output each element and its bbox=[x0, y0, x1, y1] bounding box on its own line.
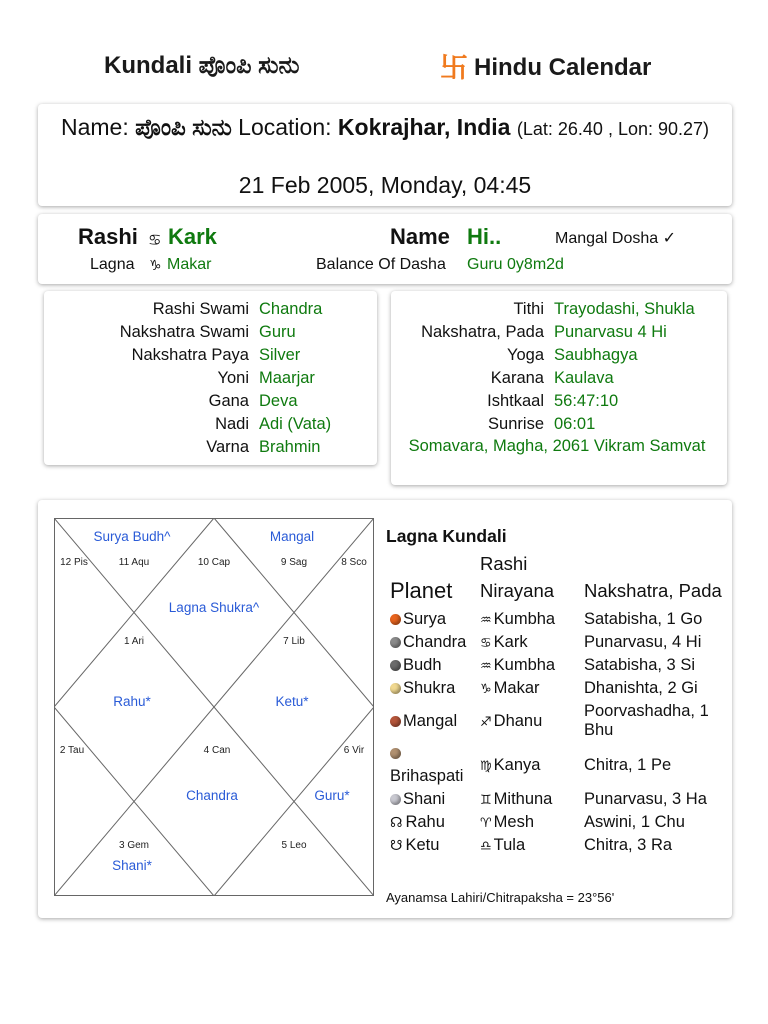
planet-cell bbox=[388, 811, 478, 834]
house-planets: Rahu* bbox=[113, 694, 151, 709]
planet-row bbox=[388, 654, 732, 677]
house-label: 7 Lib bbox=[283, 636, 305, 647]
name-syllable-label: Name bbox=[390, 224, 450, 249]
planet-row bbox=[388, 631, 732, 654]
panchang-detail-key: Sunrise bbox=[488, 415, 544, 433]
rashi-cell bbox=[478, 631, 582, 654]
kundali-card bbox=[38, 500, 732, 918]
planet-row bbox=[388, 811, 732, 834]
swastika-icon: 卐 bbox=[440, 52, 469, 83]
rashi-sign-icon: ♐ bbox=[480, 713, 492, 729]
lagna-kundali-chart bbox=[54, 518, 374, 896]
house-label: 2 Tau bbox=[59, 745, 85, 756]
lagna-sign-icon: ♑ bbox=[149, 257, 162, 273]
house-planets: Ketu* bbox=[275, 694, 309, 709]
rashi-name: Mithuna bbox=[493, 790, 553, 808]
planet-name: Chandra bbox=[403, 633, 467, 651]
nakshatra-cell: Poorvashadha, 1 Bhu bbox=[584, 702, 709, 739]
rashi-detail-key: Yoni bbox=[217, 369, 249, 387]
rashi-detail-value: Brahmin bbox=[259, 438, 321, 456]
rashi-detail-key: Gana bbox=[208, 392, 249, 410]
planet-name: Shukra bbox=[403, 679, 456, 697]
rashi-sign-icon: ♒ bbox=[480, 612, 492, 627]
rashi-details-table bbox=[44, 298, 344, 459]
rashi-detail-key: Varna bbox=[206, 438, 249, 456]
dasha-value: Guru 0y8m2d bbox=[467, 256, 564, 273]
location-value: Kokrajhar, India bbox=[337, 114, 511, 140]
rashi-detail-key: Nakshatra Swami bbox=[119, 323, 249, 341]
house-planets: Chandra bbox=[186, 788, 238, 803]
rashi-detail-key: Nakshatra Paya bbox=[131, 346, 249, 364]
planet-name: Mangal bbox=[403, 711, 458, 730]
panchang-detail-value: 06:01 bbox=[554, 415, 596, 433]
rashi-details-card bbox=[44, 291, 377, 465]
house-label: 11 Aqu bbox=[118, 557, 150, 568]
mercury-icon bbox=[390, 660, 401, 671]
rashi-cell bbox=[478, 742, 582, 788]
panchang-detail-key: Tithi bbox=[513, 300, 544, 318]
panchang-detail-row bbox=[391, 298, 721, 321]
rashi-sign-icon: ♋ bbox=[480, 635, 492, 650]
rashi-detail-value: Maarjar bbox=[259, 369, 315, 387]
nakshatra-cell: Punarvasu, 4 Hi bbox=[584, 633, 702, 651]
house-label: 9 Sag bbox=[280, 557, 308, 568]
rashi-name: Kumbha bbox=[493, 656, 556, 674]
panchang-detail-row bbox=[391, 390, 721, 413]
rashi-name: Kanya bbox=[493, 755, 541, 774]
panchang-detail-row bbox=[391, 321, 721, 344]
nakshatra-cell: Punarvasu, 3 Ha bbox=[584, 790, 707, 808]
planet-row bbox=[388, 788, 732, 811]
house-label: 6 Vir bbox=[343, 745, 365, 756]
panchang-details-table bbox=[391, 298, 721, 436]
house-label: 3 Gem bbox=[118, 840, 150, 851]
panchang-detail-value: Kaulava bbox=[554, 369, 614, 387]
rashi-cell bbox=[478, 608, 582, 631]
planet-cell bbox=[388, 834, 478, 857]
ketu-icon: ☋ bbox=[390, 837, 403, 853]
rashi-name: Mesh bbox=[493, 813, 535, 831]
rashi-sign-icon: ♑ bbox=[480, 681, 492, 696]
nakshatra-column-header: Nakshatra, Pada bbox=[584, 580, 722, 601]
rashi-detail-row bbox=[44, 390, 344, 413]
venus-icon bbox=[390, 683, 401, 694]
dasha-label: Balance Of Dasha bbox=[316, 256, 446, 273]
name-label: Name: bbox=[60, 114, 129, 140]
house-label: 10 Cap bbox=[197, 557, 231, 568]
rashi-name: Makar bbox=[493, 679, 540, 697]
planet-name: Surya bbox=[403, 610, 447, 628]
rashi-cell bbox=[478, 788, 582, 811]
planet-cell bbox=[388, 788, 478, 811]
nakshatra-cell: Chitra, 3 Ra bbox=[584, 836, 673, 854]
planet-name: Brihaspati bbox=[390, 767, 464, 785]
house-planets: Shani* bbox=[112, 858, 152, 873]
house-label: 5 Leo bbox=[281, 840, 307, 851]
mangal-dosha: Mangal Dosha ✓ bbox=[555, 230, 677, 247]
ayanamsa-note: Ayanamsa Lahiri/Chitrapaksha = 23°56' bbox=[386, 890, 615, 905]
panchang-detail-row bbox=[391, 367, 721, 390]
rashi-detail-row bbox=[44, 413, 344, 436]
panchang-detail-value: Punarvasu 4 Hi bbox=[554, 323, 667, 341]
rashi-detail-row bbox=[44, 298, 344, 321]
planet-cell bbox=[388, 608, 478, 631]
panchang-detail-row bbox=[391, 344, 721, 367]
rashi-name: Dhanu bbox=[493, 711, 543, 730]
rashi-detail-key: Rashi Swami bbox=[152, 300, 249, 318]
planet-cell bbox=[388, 700, 478, 742]
planet-name: Budh bbox=[403, 656, 442, 674]
rashi-sign-icon: ♊ bbox=[480, 792, 492, 807]
rashi-detail-value: Adi (Vata) bbox=[259, 415, 332, 433]
house-label: 4 Can bbox=[203, 745, 231, 756]
house-planets: Guru* bbox=[314, 788, 350, 803]
rashi-detail-row bbox=[44, 367, 344, 390]
rashi-cell bbox=[478, 834, 582, 857]
samvat-text: Somavara, Magha, 2061 Vikram Samvat bbox=[408, 437, 706, 455]
panchang-detail-value: Trayodashi, Shukla bbox=[554, 300, 695, 318]
rashi-detail-key: Nadi bbox=[215, 415, 249, 433]
hindu-calendar-label: Hindu Calendar bbox=[474, 54, 652, 81]
rashi-sign-icon: ♒ bbox=[480, 658, 492, 673]
planet-column-header: Planet bbox=[390, 578, 453, 603]
rashi-detail-value: Deva bbox=[259, 392, 298, 410]
lagna-value: Makar bbox=[167, 256, 212, 273]
panchang-detail-key: Karana bbox=[490, 369, 544, 387]
rashi-name: Kumbha bbox=[493, 610, 556, 628]
rashi-name: Tula bbox=[493, 836, 526, 854]
rashi-column-header: Rashi Nirayana bbox=[480, 553, 555, 601]
lagna-label: Lagna bbox=[90, 256, 135, 273]
moon-icon bbox=[390, 637, 401, 648]
nakshatra-cell: Dhanishta, 2 Gi bbox=[584, 679, 698, 697]
planet-row bbox=[388, 677, 732, 700]
rashi-sign-icon: ♎ bbox=[480, 838, 492, 853]
planet-cell bbox=[388, 677, 478, 700]
house-planets: Mangal bbox=[269, 529, 315, 544]
panchang-detail-key: Ishtkaal bbox=[487, 392, 544, 410]
rashi-detail-row bbox=[44, 344, 344, 367]
saturn-icon bbox=[390, 794, 401, 805]
planet-name: Shani bbox=[403, 790, 446, 808]
profile-card bbox=[38, 104, 732, 206]
panchang-detail-value: 56:47:10 bbox=[554, 392, 619, 410]
rashi-sign-icon: ♈ bbox=[480, 815, 492, 830]
rashi-cell bbox=[478, 811, 582, 834]
panchang-details-card bbox=[391, 291, 727, 485]
house-planets: Lagna Shukra^ bbox=[168, 600, 260, 615]
jupiter-icon bbox=[390, 748, 401, 759]
house-label: 12 Pis bbox=[60, 557, 88, 568]
panchang-detail-row bbox=[391, 413, 721, 436]
mars-icon bbox=[390, 716, 401, 727]
hindu-calendar-link[interactable] bbox=[440, 54, 651, 82]
rashi-detail-value: Silver bbox=[259, 346, 301, 364]
profile-line bbox=[38, 114, 732, 141]
planet-row bbox=[388, 834, 732, 857]
planet-row bbox=[388, 608, 732, 631]
rashi-detail-value: Chandra bbox=[259, 300, 323, 318]
birth-datetime: 21 Feb 2005, Monday, 04:45 bbox=[238, 172, 532, 198]
house-planets: Surya Budh^ bbox=[93, 529, 171, 544]
planet-row bbox=[388, 742, 732, 788]
planet-table bbox=[388, 550, 732, 857]
rashi-value: Kark bbox=[168, 224, 217, 249]
rashi-cell bbox=[478, 677, 582, 700]
planet-cell bbox=[388, 631, 478, 654]
name-syllable-value: Hi.. bbox=[467, 224, 502, 249]
house-label: 8 Sco bbox=[341, 557, 367, 568]
nakshatra-cell: Aswini, 1 Chu bbox=[584, 813, 685, 831]
rashi-sign-icon: ♍ bbox=[480, 757, 492, 773]
rashi-cell bbox=[478, 654, 582, 677]
rashi-sign-icon: ♋ bbox=[148, 232, 162, 249]
nakshatra-cell: Chitra, 1 Pe bbox=[584, 755, 672, 774]
page-title: Kundali ಪೊಂಪಿ ಸುನು bbox=[104, 52, 300, 79]
nakshatra-cell: Satabisha, 3 Si bbox=[584, 656, 695, 674]
panchang-detail-value: Saubhagya bbox=[554, 346, 638, 364]
planet-table-wrap bbox=[388, 550, 732, 857]
planet-cell bbox=[388, 742, 478, 788]
name-value: ಪೊಂಪಿ ಸುನು bbox=[135, 114, 232, 140]
house-label: 1 Ari bbox=[123, 636, 145, 647]
planet-name: Ketu bbox=[405, 836, 440, 854]
rashi-detail-value: Guru bbox=[259, 323, 296, 341]
sun-icon bbox=[390, 614, 401, 625]
rashi-name: Kark bbox=[493, 633, 528, 651]
rahu-icon: ☊ bbox=[390, 814, 403, 830]
nakshatra-cell: Satabisha, 1 Go bbox=[584, 610, 703, 628]
planet-row bbox=[388, 700, 732, 742]
rashi-detail-row bbox=[44, 436, 344, 459]
kundali-title: Lagna Kundali bbox=[386, 526, 507, 546]
panchang-detail-key: Nakshatra, Pada bbox=[421, 323, 544, 341]
rashi-cell bbox=[478, 700, 582, 742]
rashi-detail-row bbox=[44, 321, 344, 344]
summary-card bbox=[38, 214, 732, 284]
rashi-label: Rashi bbox=[78, 224, 138, 249]
planet-cell bbox=[388, 654, 478, 677]
location-label: Location: bbox=[238, 114, 332, 140]
coordinates: (Lat: 26.40 , Lon: 90.27) bbox=[516, 119, 710, 139]
planet-name: Rahu bbox=[405, 813, 445, 831]
panchang-detail-key: Yoga bbox=[506, 346, 544, 364]
